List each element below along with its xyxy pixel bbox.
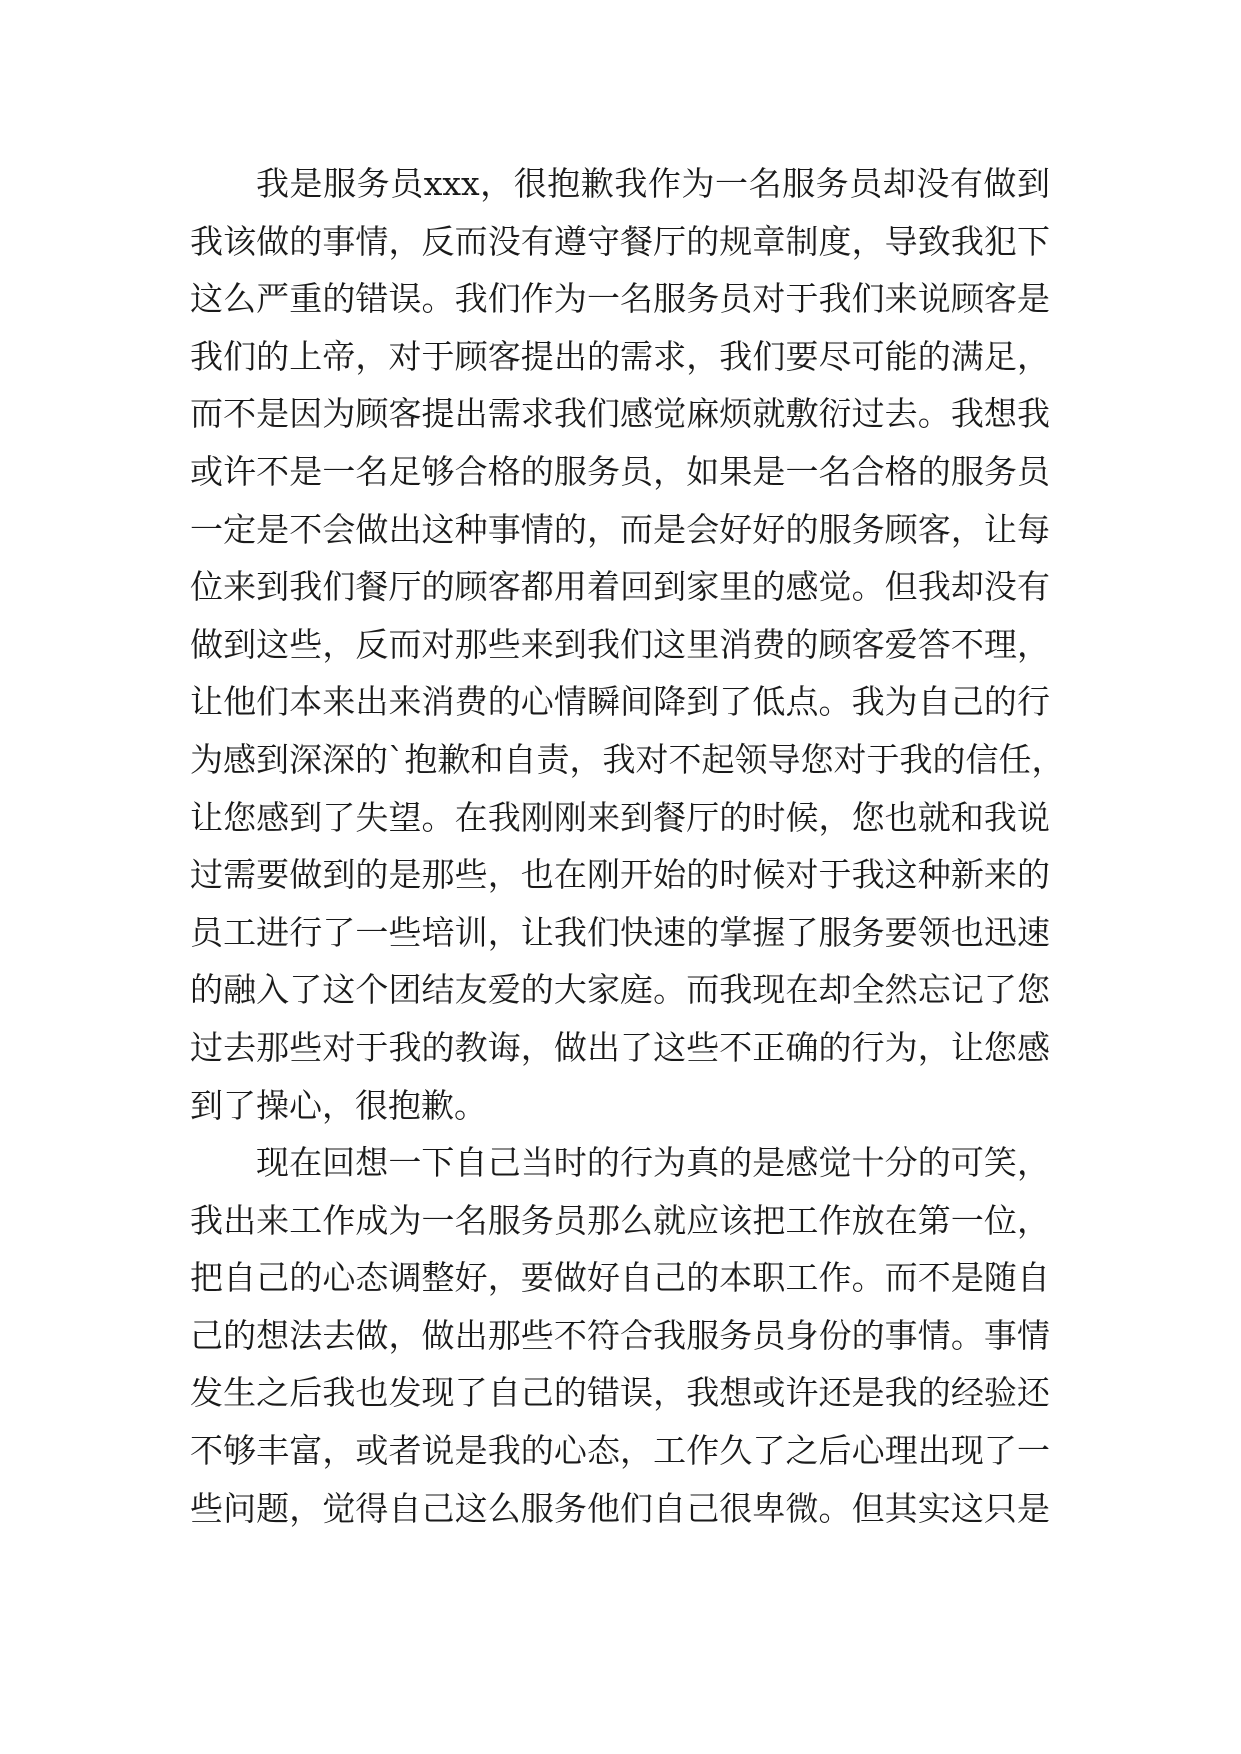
text-line: 的融入了这个团结友爱的大家庭。而我现在却全然忘记了您 [190, 970, 1050, 1010]
paragraph-1 [190, 155, 1065, 1134]
text-line: 让您感到了失望。在我刚刚来到餐厅的时候，您也就和我说 [190, 797, 1050, 837]
text-line: 过去那些对于我的教诲，做出了这些不正确的行为，让您感 [190, 1027, 1050, 1067]
text-line: 员工进行了一些培训，让我们快速的掌握了服务要领也迅速 [190, 912, 1050, 952]
text-line: 而不是因为顾客提出需求我们感觉麻烦就敷衍过去。我想我 [190, 394, 1050, 434]
text-line: 我出来工作成为一名服务员那么就应该把工作放在第一位， [190, 1200, 1050, 1240]
text-line: 些问题，觉得自己这么服务他们自己很卑微。但其实这只是 [190, 1488, 1050, 1528]
text-line: 这么严重的错误。我们作为一名服务员对于我们来说顾客是 [190, 279, 1050, 319]
text-line: 一定是不会做出这种事情的，而是会好好的服务顾客，让每 [190, 509, 1050, 549]
text-line: 不够丰富，或者说是我的心态，工作久了之后心理出现了一 [190, 1431, 1050, 1471]
text-line: 为感到深深的`抱歉和自责，我对不起领导您对于我的信任， [190, 739, 1065, 779]
text-line: 己的想法去做，做出那些不符合我服务员身份的事情。事情 [190, 1315, 1050, 1355]
document-body [190, 155, 1065, 1537]
text-line: 位来到我们餐厅的顾客都用着回到家里的感觉。但我却没有 [190, 567, 1050, 607]
text-line: 让他们本来出来消费的心情瞬间降到了低点。我为自己的行 [190, 682, 1050, 722]
text-line: 把自己的心态调整好，要做好自己的本职工作。而不是随自 [190, 1258, 1050, 1298]
text-line: 或许不是一名足够合格的服务员，如果是一名合格的服务员 [190, 451, 1050, 491]
text-line: 做到这些，反而对那些来到我们这里消费的顾客爱答不理， [190, 624, 1050, 664]
text-line: 发生之后我也发现了自己的错误，我想或许还是我的经验还 [190, 1373, 1050, 1413]
paragraph-2 [190, 1134, 1050, 1537]
text-line: 我们的上帝，对于顾客提出的需求，我们要尽可能的满足， [190, 336, 1050, 376]
text-line: 过需要做到的是那些，也在刚开始的时候对于我这种新来的 [190, 855, 1050, 895]
text-line: 我是服务员xxx，很抱歉我作为一名服务员却没有做到 [256, 164, 1050, 203]
text-line: 我该做的事情，反而没有遵守餐厅的规章制度，导致我犯下 [190, 221, 1050, 261]
text-line: 到了操心，很抱歉。 [190, 1085, 487, 1125]
text-line: 现在回想一下自己当时的行为真的是感觉十分的可笑， [256, 1143, 1050, 1183]
